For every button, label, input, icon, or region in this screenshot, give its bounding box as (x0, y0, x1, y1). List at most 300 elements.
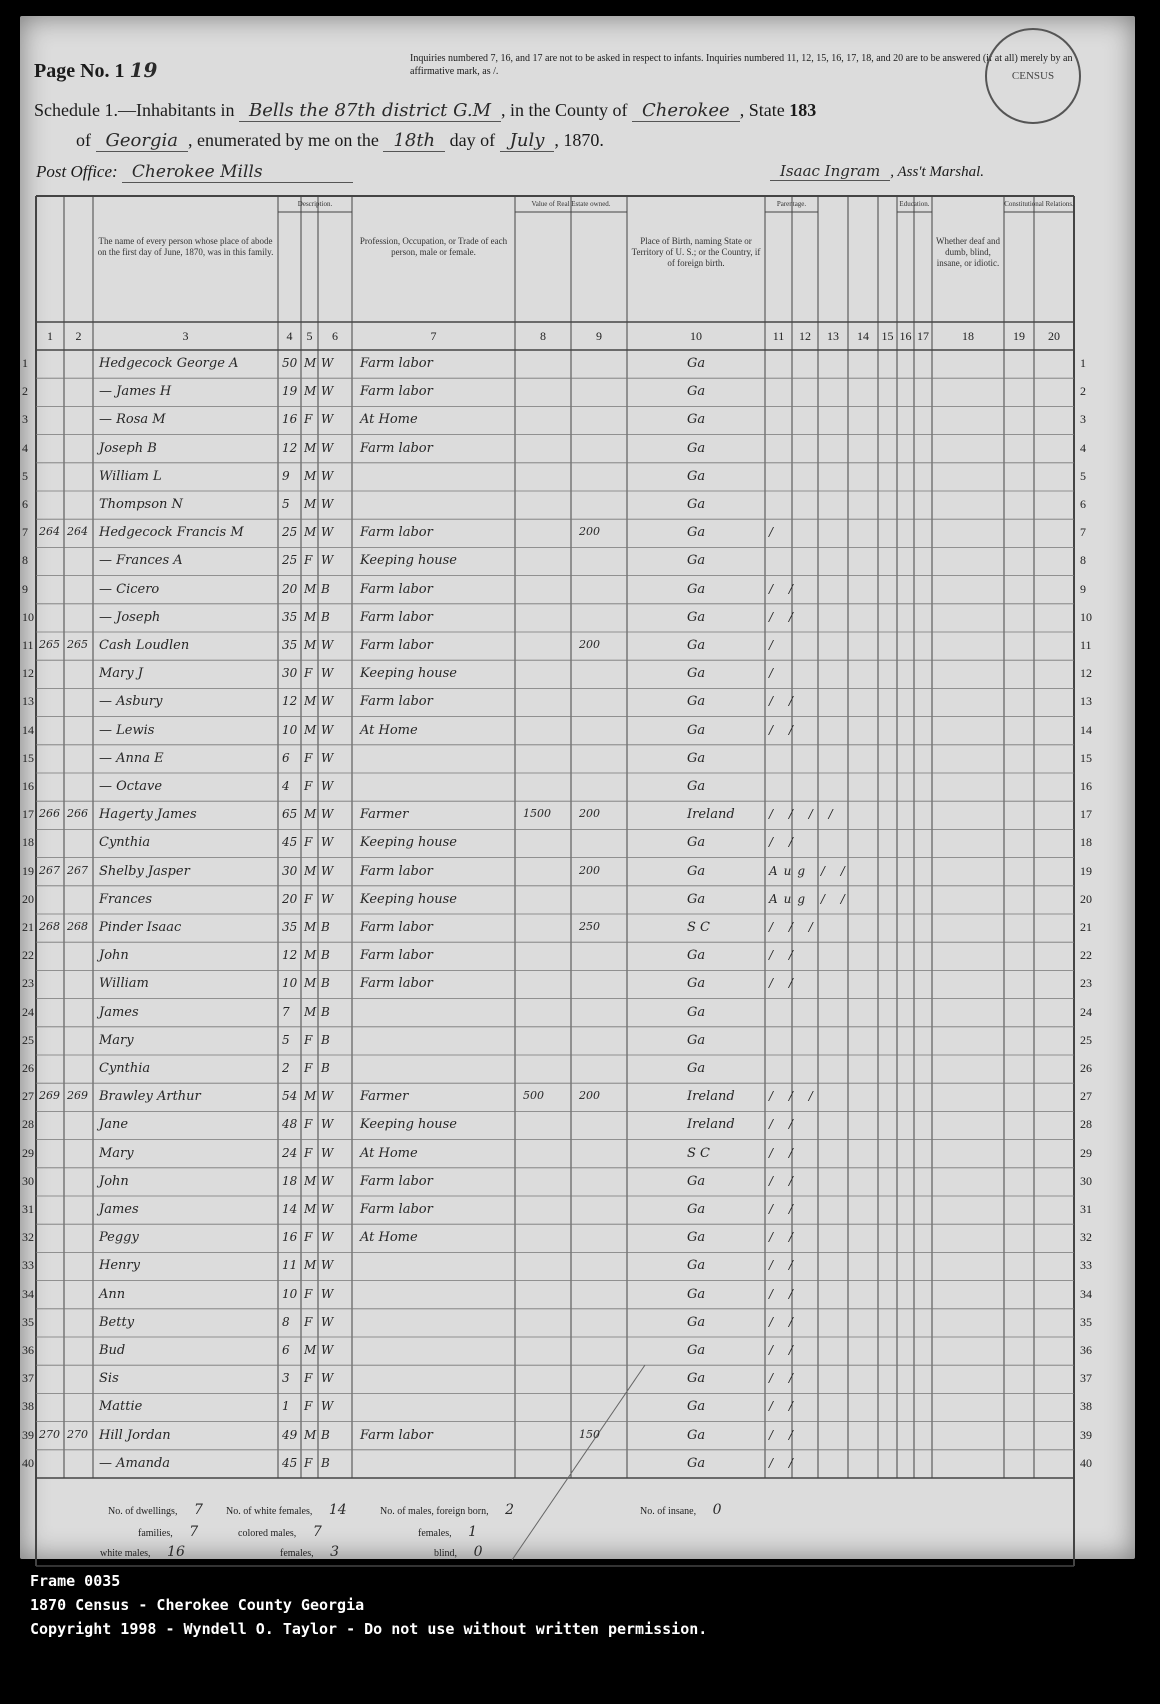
column-header-c7: Profession, Occupation, or Trade of each person, male or female. (359, 236, 508, 257)
person-color: W (321, 1230, 334, 1245)
person-color: W (321, 1202, 334, 1216)
place-of-birth: Ga (687, 1286, 706, 1302)
person-occupation: Farm labor (360, 609, 433, 625)
affirmative-marks: / / (769, 948, 799, 963)
person-age: 35 (282, 609, 298, 624)
row-number-right: 18 (1080, 835, 1092, 850)
caption-title: 1870 Census - Cherokee County Georgia (30, 1596, 365, 1614)
family-number: 265 (67, 638, 88, 651)
row-number-left: 19 (22, 863, 34, 878)
column-number: 4 (286, 329, 293, 343)
personal-estate-value: 250 (579, 920, 600, 933)
place-of-birth: Ga (687, 638, 706, 653)
row-number-left: 38 (22, 1399, 34, 1414)
row-number-right: 29 (1080, 1145, 1092, 1160)
column-number: 16 (899, 329, 912, 343)
person-age: 2 (282, 1061, 290, 1075)
person-color: W (321, 1117, 334, 1132)
dwelling-number: 264 (39, 525, 60, 539)
person-age: 9 (282, 468, 290, 483)
person-name: Henry (99, 1258, 140, 1274)
row-number-left: 22 (22, 948, 34, 963)
caption-copyright: Copyright 1998 - Wyndell O. Taylor - Do not use without written permission. (30, 1620, 708, 1638)
place-of-birth: S C (687, 1145, 710, 1161)
person-sex: M (304, 581, 317, 596)
person-sex: F (304, 553, 313, 568)
place-of-birth: Ga (687, 1427, 706, 1443)
affirmative-marks: / / (769, 1399, 799, 1414)
place-of-birth: Ga (687, 1314, 706, 1330)
marshal-label: Ass't Marshal. (897, 164, 984, 180)
affirmative-marks: / / (769, 1286, 799, 1301)
tally-blind-label: blind, (434, 1548, 458, 1559)
tally-colored-males (238, 1524, 336, 1540)
row-number-left: 10 (22, 609, 34, 624)
tally-dwellings-label: No. of dwellings, (108, 1506, 178, 1517)
row-number-right: 27 (1080, 1089, 1092, 1104)
place-of-birth: Ga (687, 1258, 706, 1274)
person-sex: M (304, 694, 317, 709)
person-sex: F (304, 750, 313, 765)
affirmative-marks: / / (769, 1145, 799, 1160)
row-number-left: 7 (22, 525, 28, 540)
person-name: James (99, 1004, 139, 1020)
state-label: State (748, 100, 785, 120)
person-occupation: Farm labor (360, 920, 433, 935)
person-name: Jane (99, 1117, 129, 1133)
affirmative-marks: / (769, 525, 780, 540)
person-age: 10 (282, 976, 298, 991)
row-number-right: 17 (1080, 807, 1092, 822)
person-occupation: At Home (360, 722, 418, 738)
personal-estate-value: 200 (579, 807, 600, 821)
grid-line (512, 1365, 645, 1560)
column-number: 15 (881, 329, 894, 343)
person-color: W (321, 722, 334, 737)
state-number: 183 (789, 100, 817, 120)
row-number-right: 31 (1080, 1202, 1092, 1216)
person-color: W (321, 1173, 334, 1188)
of-label: of (76, 130, 91, 150)
schedule-line: Schedule 1.—Inhabitants in Bells the 87th district G.M , in the County of Cherokee , State 183 (34, 100, 817, 121)
person-sex: F (304, 835, 313, 850)
column-number: 18 (962, 329, 974, 343)
person-age: 24 (282, 1145, 298, 1160)
person-name: William (99, 976, 149, 992)
person-occupation: Keeping house (360, 1117, 457, 1133)
real-estate-value: 1500 (523, 807, 551, 821)
personal-estate-value: 200 (579, 1089, 600, 1103)
affirmative-marks: / / / (769, 1089, 819, 1104)
person-name: — Anna E (99, 750, 164, 766)
column-number: 13 (827, 329, 839, 343)
person-name: — Amanda (99, 1455, 171, 1471)
place-of-birth: Ga (687, 1343, 706, 1358)
row-number-left: 17 (22, 807, 34, 822)
affirmative-marks: / (769, 638, 780, 652)
person-age: 11 (282, 1258, 298, 1273)
person-name: Pinder Isaac (99, 920, 182, 935)
row-number-right: 14 (1080, 722, 1092, 737)
person-occupation: Farm labor (360, 1173, 433, 1189)
place-of-birth: Ga (687, 1230, 706, 1246)
person-age: 12 (282, 440, 298, 455)
person-occupation: Farm labor (360, 863, 433, 879)
place-of-birth: Ga (687, 835, 706, 851)
person-age: 49 (282, 1427, 298, 1442)
family-number: 267 (67, 863, 88, 877)
state-name: Georgia (96, 130, 188, 152)
row-number-left: 13 (22, 694, 34, 709)
affirmative-marks: / / (769, 1173, 799, 1188)
column-number: 9 (596, 329, 602, 343)
person-color: W (321, 863, 334, 878)
row-number-right: 30 (1080, 1173, 1092, 1188)
row-number-left: 9 (22, 581, 28, 596)
person-color: W (321, 468, 334, 483)
person-name: Peggy (99, 1230, 139, 1246)
row-number-left: 3 (22, 412, 28, 427)
person-color: B (321, 1032, 330, 1047)
affirmative-marks: / / / / (769, 807, 839, 822)
row-number-left: 30 (22, 1173, 34, 1188)
dwelling-number: 265 (39, 638, 60, 651)
tally-foreign-males (380, 1502, 528, 1518)
marshal-name: Isaac Ingram (770, 162, 890, 181)
person-color: B (321, 1061, 330, 1075)
person-age: 6 (282, 750, 290, 765)
person-color: W (321, 497, 334, 511)
column-number: 14 (857, 329, 869, 343)
place-of-birth: Ireland (687, 1089, 735, 1105)
family-number: 269 (67, 1089, 88, 1103)
column-header-c10: Place of Birth, naming State or Territory of U. S.; or the Country, if of foreign birth. (631, 236, 761, 268)
row-number-right: 28 (1080, 1117, 1092, 1132)
person-color: B (321, 1455, 330, 1470)
dwelling-number: 269 (39, 1089, 60, 1103)
column-group-header: Value of Real Estate owned. (531, 200, 611, 208)
person-color: W (321, 1343, 334, 1357)
person-sex: M (304, 497, 317, 511)
person-occupation: Farm labor (360, 581, 433, 597)
person-name: Shelby Jasper (99, 863, 190, 879)
person-name: Cynthia (99, 1061, 151, 1076)
place-of-birth: Ga (687, 1173, 706, 1189)
row-number-left: 24 (22, 1004, 34, 1019)
row-number-left: 21 (22, 920, 34, 934)
tally-colored-females (280, 1544, 353, 1560)
tally-families-label: families, (138, 1528, 173, 1539)
affirmative-marks: / / (769, 835, 799, 850)
enumeration-year: 1870. (563, 130, 604, 150)
person-sex: M (304, 609, 317, 624)
place-of-birth: Ga (687, 609, 706, 625)
person-age: 5 (282, 497, 290, 511)
person-age: 25 (282, 553, 298, 568)
affirmative-marks: / / (769, 581, 799, 596)
row-number-right: 26 (1080, 1061, 1092, 1075)
row-number-right: 19 (1080, 863, 1092, 878)
affirmative-marks: / / (769, 694, 799, 709)
person-name: Joseph B (99, 440, 157, 456)
column-header-c3: The name of every person whose place of abode on the first day of June, 1870, was in this family. (97, 236, 274, 257)
tally-foreign-females-label: females, (418, 1528, 452, 1539)
column-number: 6 (332, 329, 338, 343)
person-name: — Rosa M (99, 412, 166, 428)
column-number: 3 (182, 329, 189, 343)
person-name: William L (99, 468, 162, 484)
column-number: 5 (306, 329, 313, 343)
personal-estate-value: 200 (579, 638, 600, 651)
person-sex: M (304, 863, 317, 878)
row-number-left: 15 (22, 750, 34, 765)
column-number: 19 (1013, 329, 1025, 343)
person-color: W (321, 807, 334, 822)
person-occupation: Keeping house (360, 891, 457, 907)
place-of-birth: Ga (687, 891, 706, 907)
tally-families (138, 1524, 212, 1540)
person-name: Mattie (99, 1399, 143, 1415)
person-occupation: Farm labor (360, 948, 433, 964)
affirmative-marks: / / / (769, 920, 819, 934)
person-sex: M (304, 468, 317, 483)
row-number-left: 40 (22, 1455, 34, 1470)
row-number-left: 37 (22, 1371, 34, 1386)
row-number-left: 31 (22, 1202, 34, 1216)
place-of-birth: Ga (687, 356, 706, 371)
place-of-birth: Ga (687, 722, 706, 738)
person-name: Bud (99, 1343, 126, 1358)
person-name: Hedgecock George A (99, 356, 239, 371)
tally-colored-females-label: females, (280, 1548, 314, 1559)
tally-insane (640, 1502, 736, 1518)
person-sex: F (304, 779, 313, 793)
column-number: 10 (690, 329, 702, 343)
person-name: — Frances A (99, 553, 183, 569)
person-occupation: Farm labor (360, 1427, 433, 1443)
row-number-left: 16 (22, 779, 34, 793)
row-number-left: 27 (22, 1089, 34, 1104)
row-number-right: 8 (1080, 553, 1086, 568)
person-sex: F (304, 1399, 313, 1414)
person-sex: M (304, 920, 317, 934)
person-color: W (321, 638, 334, 652)
person-occupation: Farm labor (360, 440, 433, 456)
person-age: 45 (282, 835, 298, 850)
column-number: 11 (772, 329, 785, 343)
row-number-left: 18 (22, 835, 34, 850)
person-sex: M (304, 976, 317, 991)
place-of-birth: Ga (687, 1004, 706, 1020)
person-color: W (321, 412, 334, 427)
affirmative-marks: / / (769, 1202, 799, 1216)
person-sex: F (304, 1117, 313, 1132)
column-number: 2 (75, 329, 82, 343)
row-number-right: 5 (1080, 468, 1086, 483)
row-number-left: 28 (22, 1117, 34, 1132)
person-occupation: Farm labor (360, 1202, 433, 1217)
person-color: W (321, 666, 334, 681)
column-header-c18: Whether deaf and dumb, blind, insane, or idiotic. (936, 236, 1000, 268)
person-occupation: At Home (360, 1230, 418, 1246)
person-name: Cash Loudlen (99, 638, 190, 653)
person-sex: M (304, 356, 317, 370)
row-number-left: 29 (22, 1145, 34, 1160)
row-number-left: 1 (22, 356, 28, 370)
person-age: 54 (282, 1089, 298, 1104)
person-age: 16 (282, 1230, 298, 1245)
place-of-birth: Ga (687, 553, 706, 569)
tally-white-males (100, 1544, 199, 1560)
person-name: Hedgecock Francis M (99, 525, 244, 541)
place-of-birth: Ireland (687, 807, 735, 823)
person-age: 30 (282, 863, 298, 878)
person-age: 14 (282, 1202, 298, 1216)
place-of-birth: Ga (687, 779, 706, 794)
person-age: 45 (282, 1455, 298, 1470)
caption-frame: Frame 0035 (30, 1572, 121, 1590)
person-name: Sis (99, 1371, 119, 1387)
person-age: 5 (282, 1032, 290, 1047)
row-number-left: 4 (22, 440, 28, 455)
person-age: 3 (282, 1371, 290, 1386)
tally-dwellings-value: 7 (193, 1502, 203, 1518)
person-name: Mary (99, 1032, 134, 1048)
column-number: 1 (47, 329, 53, 343)
place-of-birth: Ga (687, 497, 706, 512)
column-number: 7 (430, 329, 437, 343)
tally-white-females-value: 14 (328, 1502, 347, 1518)
person-age: 7 (282, 1004, 290, 1019)
person-age: 10 (282, 722, 298, 737)
person-sex: F (304, 1145, 313, 1160)
person-occupation: Farm labor (360, 638, 433, 653)
person-name: — Joseph (99, 609, 161, 625)
column-group-header: Education. (899, 200, 930, 208)
person-occupation: Farm labor (360, 525, 433, 541)
person-name: Mary J (99, 666, 143, 682)
place-of-birth: Ga (687, 1399, 706, 1415)
row-number-right: 12 (1080, 666, 1092, 681)
person-age: 35 (282, 638, 298, 652)
tally-white-females-label: No. of white females, (226, 1506, 313, 1517)
enumeration-month: July (500, 130, 555, 152)
person-name: Brawley Arthur (99, 1089, 201, 1105)
person-occupation: Farmer (360, 807, 409, 823)
place-of-birth: Ga (687, 1455, 706, 1471)
row-number-left: 26 (22, 1061, 34, 1075)
family-number: 270 (67, 1427, 88, 1441)
place-of-birth: Ga (687, 1061, 706, 1076)
person-name: Hagerty James (99, 807, 197, 823)
affirmative-marks: / / (769, 722, 799, 737)
person-name: Mary (99, 1145, 134, 1161)
tally-families-value: 7 (189, 1524, 199, 1540)
tally-colored-males-value: 7 (312, 1524, 322, 1540)
row-number-left: 12 (22, 666, 34, 681)
place-of-birth: Ga (687, 976, 706, 992)
person-age: 20 (282, 891, 298, 906)
person-occupation: Farm labor (360, 356, 433, 371)
page-label: Page No. 1 (34, 60, 125, 82)
person-sex: M (304, 1343, 317, 1357)
person-occupation: Farm labor (360, 976, 433, 992)
person-sex: M (304, 1258, 317, 1273)
affirmative-marks: Aug / / (769, 863, 851, 878)
family-number: 266 (67, 807, 88, 821)
tally-blind-value: 0 (473, 1544, 483, 1560)
place-of-birth: S C (687, 920, 710, 935)
affirmative-marks: / / (769, 1230, 799, 1245)
person-age: 50 (282, 356, 298, 370)
row-number-right: 37 (1080, 1371, 1092, 1386)
person-age: 30 (282, 666, 298, 681)
row-number-right: 22 (1080, 948, 1092, 963)
tally-foreign-males-label: No. of males, foreign born, (380, 1506, 489, 1517)
person-sex: F (304, 1286, 313, 1301)
place-of-birth: Ga (687, 581, 706, 597)
tally-white-males-value: 16 (167, 1544, 185, 1560)
affirmative-marks: / / (769, 1455, 799, 1470)
personal-estate-value: 200 (579, 525, 600, 539)
row-number-right: 23 (1080, 976, 1092, 991)
row-number-right: 15 (1080, 750, 1092, 765)
person-sex: M (304, 948, 317, 963)
affirmative-marks: / / (769, 1117, 799, 1132)
person-age: 8 (282, 1314, 290, 1329)
column-group-header: Constitutional Relations. (1004, 200, 1074, 208)
person-age: 6 (282, 1343, 290, 1357)
column-number: 12 (799, 329, 811, 343)
row-number-right: 32 (1080, 1230, 1092, 1245)
row-number-left: 36 (22, 1343, 34, 1357)
row-number-right: 34 (1080, 1286, 1092, 1301)
row-number-right: 24 (1080, 1004, 1092, 1019)
row-number-left: 32 (22, 1230, 34, 1245)
place-of-birth: Ga (687, 863, 706, 879)
person-color: B (321, 609, 330, 624)
person-color: W (321, 440, 334, 455)
person-name: — Cicero (99, 581, 160, 597)
person-sex: F (304, 1314, 313, 1329)
place-of-birth: Ga (687, 384, 706, 400)
row-number-right: 20 (1080, 891, 1092, 906)
day-of-label: day of (449, 130, 496, 150)
person-name: — Lewis (99, 722, 155, 738)
person-age: 65 (282, 807, 298, 822)
person-name: — Asbury (99, 694, 163, 710)
person-sex: M (304, 1089, 317, 1104)
row-number-left: 35 (22, 1314, 34, 1329)
person-sex: F (304, 1061, 313, 1075)
column-group-header: Description. (297, 200, 333, 208)
place-of-birth: Ireland (687, 1117, 735, 1133)
row-number-right: 11 (1080, 638, 1092, 652)
person-name: Ann (99, 1286, 126, 1302)
person-age: 12 (282, 694, 298, 709)
tally-foreign-females (418, 1524, 491, 1540)
place-of-birth: Ga (687, 666, 706, 682)
person-name: James (99, 1202, 139, 1217)
person-age: 1 (282, 1399, 290, 1414)
person-occupation: At Home (360, 412, 418, 428)
real-estate-value: 500 (523, 1089, 544, 1103)
marshal-line: Isaac Ingram , Ass't Marshal. (770, 162, 984, 181)
place-of-birth: Ga (687, 468, 706, 484)
row-number-left: 6 (22, 497, 28, 511)
family-number: 264 (67, 525, 88, 539)
row-number-left: 33 (22, 1258, 34, 1273)
